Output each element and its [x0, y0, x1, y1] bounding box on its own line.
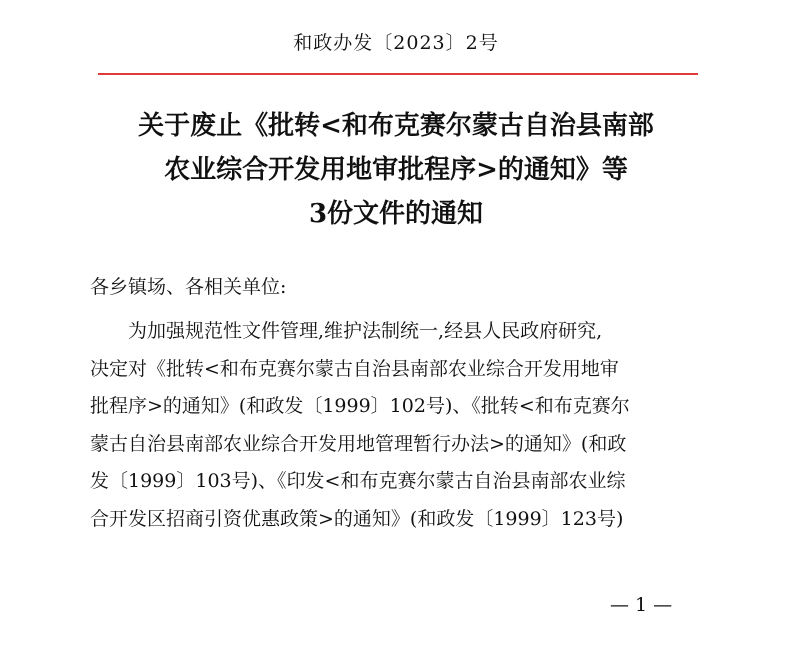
document-number: 和政办发〔2023〕2号 — [293, 32, 499, 54]
title-line-2: 农业综合开发用地审批程序>的通知》等 — [164, 155, 628, 185]
body-line-3: 批程序>的通知》(和政发〔1999〕102号)、《批转<和布克赛尔 — [90, 395, 630, 417]
body-line-6: 合开发区招商引资优惠政策>的通知》(和政发〔1999〕123号) — [90, 507, 624, 530]
title-line-3: 3份文件的通知 — [308, 199, 484, 229]
salutation: 各乡镇场、各相关单位: — [90, 276, 287, 298]
body-line-1: 为加强规范性文件管理,维护法制统一,经县人民政府研究, — [128, 320, 603, 342]
body-paragraph — [90, 313, 705, 538]
red-header-rule — [98, 73, 698, 75]
document-title — [60, 104, 732, 236]
body-line-2: 决定对《批转<和布克赛尔蒙古自治县南部农业综合开发用地审 — [90, 357, 619, 380]
page-number: — 1 — — [610, 594, 673, 616]
title-line-1: 关于废止《批转<和布克赛尔蒙古自治县南部 — [138, 111, 654, 141]
body-line-4: 蒙古自治县南部农业综合开发用地管理暂行办法>的通知》(和政 — [90, 432, 627, 455]
body-line-5: 发〔1999〕103号)、《印发<和布克赛尔蒙古自治县南部农业综 — [90, 470, 626, 492]
